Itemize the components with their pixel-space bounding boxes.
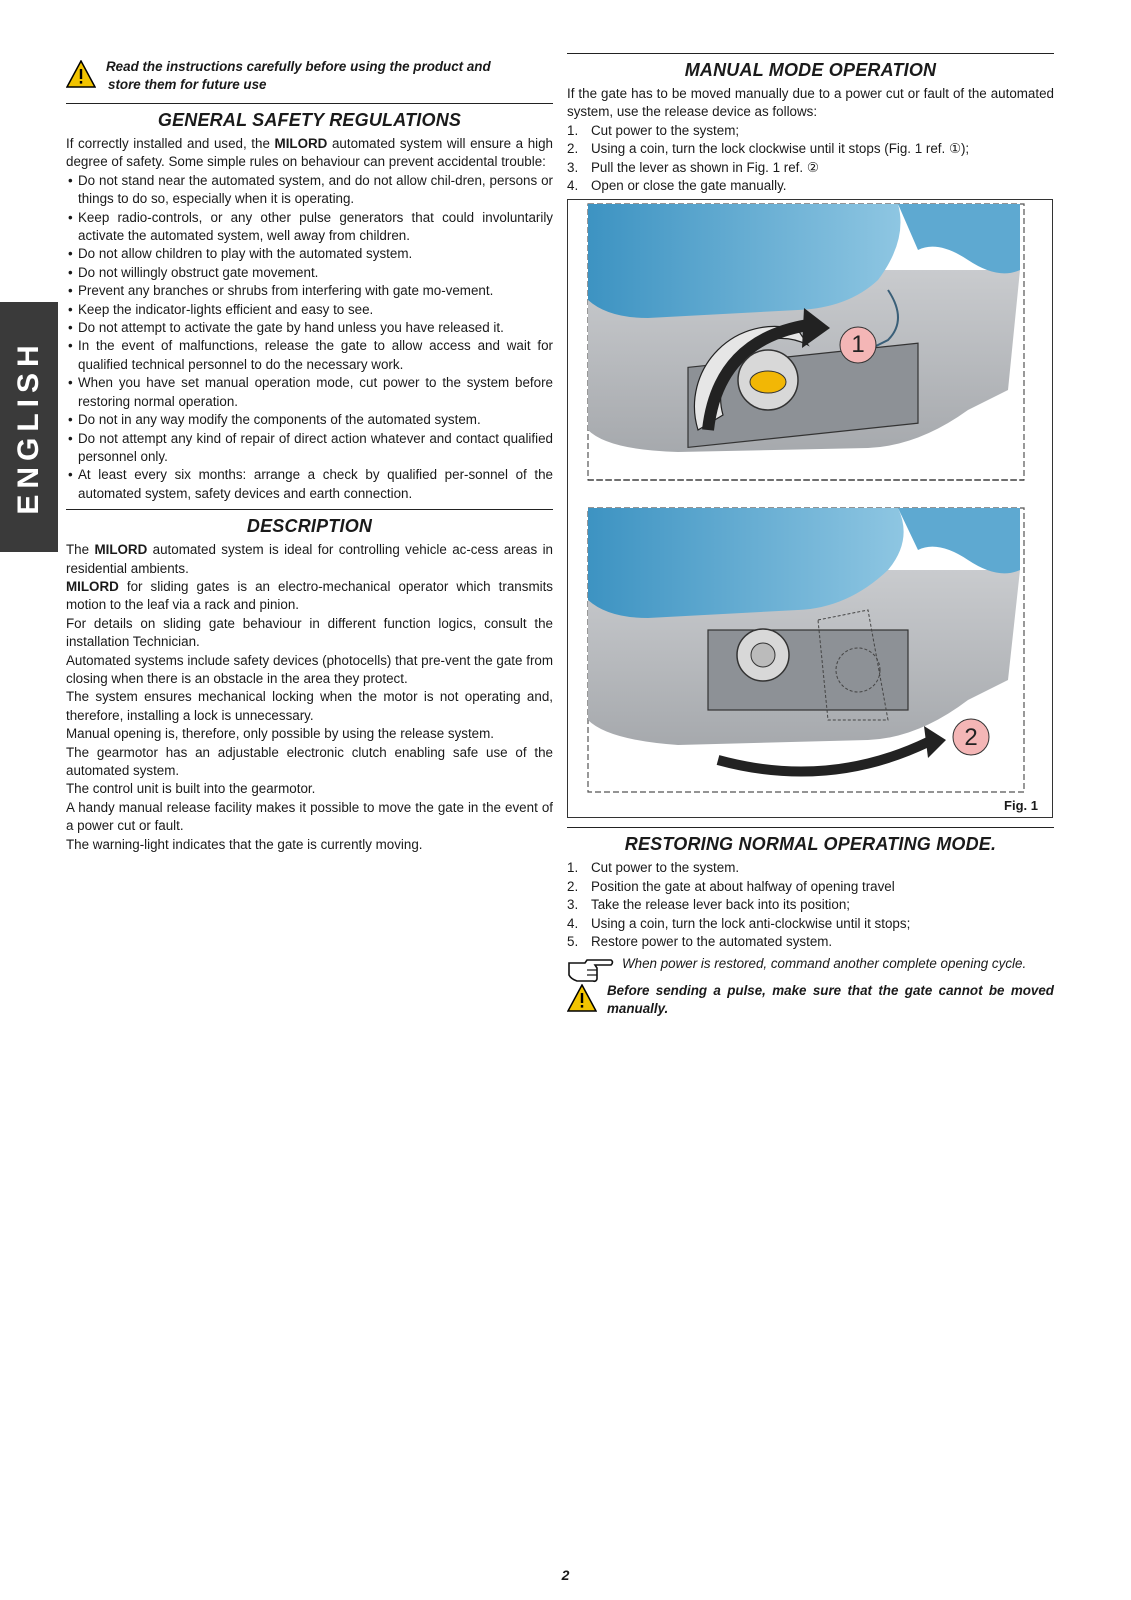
top-warning-line2: store them for future use [108, 77, 267, 92]
description-paragraph: Manual opening is, therefore, only possible by using the release system. [66, 726, 494, 742]
safety-item: • At least every six months: arrange a check by qualified per-sonnel of the automated system, safety devices and earth connection. [66, 466, 553, 503]
pulse-warning [567, 982, 1054, 1018]
figure-1 [567, 199, 1053, 818]
manual-mode-heading: MANUAL MODE OPERATION [684, 60, 937, 80]
safety-item: • Keep the indicator-lights efficient and easy to see. [66, 301, 553, 319]
lower-panel [588, 508, 1024, 792]
description-paragraph [66, 541, 553, 578]
general-safety-heading: GENERAL SAFETY REGULATIONS [157, 110, 462, 130]
safety-item: • In the event of malfunctions, release the gate to allow access and wait for qualified technical personnel to do the necessary work. [66, 337, 553, 374]
right-column [567, 0, 1054, 1018]
brand-name: MILORD [66, 578, 119, 594]
upper-panel [588, 204, 1024, 480]
manual-mode-intro: If the gate has to be moved manually due to a power cut or fault of the automated system, use the release device as follows: [567, 86, 1054, 120]
safety-item: • Do not in any way modify the components of the automated system. [66, 411, 553, 429]
text: automated system is ideal for controlling vehicle ac-cess areas in residential ambients. [66, 542, 553, 576]
step-number: 2. [567, 141, 579, 157]
pointing-hand-icon [567, 957, 615, 983]
release-illustration [568, 200, 1052, 817]
language-tab-label: ENGLISH [12, 339, 45, 515]
description-paragraph [66, 578, 553, 615]
description-paragraph: The gearmotor has an adjustable electronic clutch enabling safe use of the automated system. [66, 744, 553, 778]
text: for sliding gates is an electro-mechanical operator which transmits motion to the leaf via a rack and pinion. [66, 578, 553, 613]
ref-2: 2 [964, 724, 978, 752]
step-text: Restore power to the automated system. [591, 934, 833, 950]
step-number: 4. [567, 915, 579, 931]
step-number: 1. [567, 122, 579, 138]
step-text: Using a coin, turn the lock anti-clockwise until it stops; [591, 915, 911, 931]
figure-label: Fig. 1 [1004, 798, 1038, 814]
step-text: Pull the lever as shown in Fig. 1 ref. ② [591, 159, 819, 175]
warning-icon [66, 60, 96, 88]
step-text: Cut power to the system. [591, 860, 740, 876]
restore-note [567, 955, 1054, 973]
step-item [567, 177, 1054, 195]
manual-steps [567, 122, 1054, 196]
divider [66, 103, 553, 104]
restoring-steps [567, 859, 1054, 951]
step-text: Open or close the gate manually. [591, 178, 787, 194]
pulse-warning-text: Before sending a pulse, make sure that the gate cannot be moved manually. [607, 982, 1054, 1016]
step-item [567, 159, 1054, 177]
description-paragraph: Automated systems include safety devices (photocells) that pre-vent the gate from closing when there is an obstacle in the area they protect. [66, 652, 553, 686]
safety-item: • Keep radio-controls, or any other pulse generators that could involuntarily activate the automated system, well away from children. [66, 209, 553, 246]
divider [567, 53, 1054, 54]
step-number: 4. [567, 178, 579, 194]
description-paragraph: The control unit is built into the gearmotor. [66, 781, 316, 797]
divider [567, 827, 1054, 828]
step-number: 2. [567, 878, 579, 894]
intro-text: If correctly installed and used, the [66, 136, 275, 151]
step-text: Using a coin, turn the lock clockwise until it stops (Fig. 1 ref. ①); [591, 141, 970, 157]
step-number: 5. [567, 934, 579, 950]
safety-item: • Do not attempt any kind of repair of direct action whatever and contact qualified personnel only. [66, 430, 553, 467]
intro-text-cont: automated system will ensure a high degree of safety. Some simple rules on behaviour can prevent accidental trouble: [66, 136, 554, 170]
safety-item: • Do not stand near the automated system, and do not allow chil-dren, persons or things to do so, especially when it is operating. [66, 172, 553, 209]
left-column [66, 0, 553, 854]
step-text: Position the gate at about halfway of opening travel [591, 878, 895, 894]
safety-item: • Prevent any branches or shrubs from interfering with gate mo-vement. [66, 282, 553, 300]
step-text: Take the release lever back into its position; [591, 897, 851, 913]
step-number: 1. [567, 860, 579, 876]
restore-note-text: When power is restored, command another complete opening cycle. [622, 956, 1027, 972]
restoring-heading: RESTORING NORMAL OPERATING MODE. [624, 834, 997, 855]
warning-icon [567, 984, 597, 1012]
safety-list [66, 172, 553, 503]
ref-1: 1 [851, 331, 865, 359]
top-warning [66, 58, 553, 94]
description-paragraph: For details on sliding gate behaviour in different function logics, consult the installation Technician. [66, 615, 553, 650]
step-number: 3. [567, 897, 579, 913]
safety-item: • Do not allow children to play with the automated system. [66, 245, 553, 263]
safety-item: • When you have set manual operation mode, cut power to the system before restoring normal operation. [66, 374, 553, 411]
brand-name: MILORD [94, 542, 148, 558]
safety-item: • Do not willingly obstruct gate movement. [66, 264, 553, 282]
brand-name: MILORD [274, 136, 328, 151]
step-item [567, 859, 1054, 877]
divider [66, 509, 553, 510]
description-paragraph: The system ensures mechanical locking when the motor is not operating and, therefore, installing a lock is unnecessary. [66, 689, 553, 723]
description-paragraph: A handy manual release facility makes it possible to move the gate in the event of a power cut or fault. [66, 799, 553, 834]
step-item [567, 140, 1054, 158]
step-text: Cut power to the system; [591, 122, 740, 138]
general-safety-intro [66, 135, 553, 172]
step-item [567, 896, 1054, 914]
step-number: 3. [567, 159, 579, 175]
language-tab [0, 302, 58, 552]
top-warning-line1: Read the instructions carefully before using the product and [106, 59, 491, 74]
step-item [567, 122, 1054, 140]
description-body [66, 541, 553, 854]
safety-item: • Do not attempt to activate the gate by hand unless you have released it. [66, 319, 553, 337]
description-paragraph: The warning-light indicates that the gate is currently moving. [66, 836, 423, 852]
page-number: 2 [561, 1567, 570, 1583]
step-item [567, 933, 1054, 951]
description-heading: DESCRIPTION [246, 516, 373, 537]
step-item [567, 915, 1054, 933]
text: The [66, 542, 95, 558]
step-item [567, 878, 1054, 896]
